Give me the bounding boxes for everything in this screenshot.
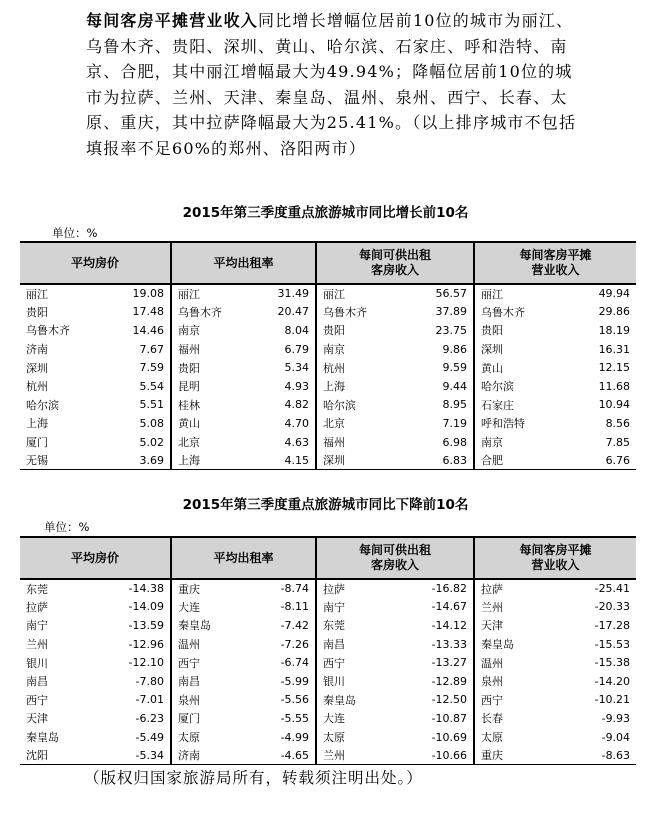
value-cell: -8.63: [578, 746, 636, 765]
city-cell: 天津: [474, 616, 578, 635]
table-row: [20, 653, 636, 672]
header-avg-occupancy: 平均出租率: [171, 537, 316, 579]
city-cell: 南京: [474, 433, 578, 452]
value-cell: -8.74: [280, 582, 310, 596]
value-cell: -9.93: [601, 711, 631, 725]
city-cell: 乌鲁木齐: [171, 303, 261, 322]
city-cell: 丽江: [26, 287, 48, 301]
value-cell: 7.19: [442, 416, 468, 430]
city-cell: 无锡: [20, 451, 118, 470]
city-cell: 重庆: [474, 746, 578, 765]
table-row: [20, 433, 636, 452]
value-cell: 4.63: [284, 435, 310, 449]
value-cell: -12.89: [431, 674, 468, 688]
city-cell: 丽江: [316, 284, 418, 303]
value-cell: 5.02: [139, 435, 165, 449]
city-cell: 太原: [316, 728, 418, 747]
city-cell: 太原: [171, 728, 261, 747]
city-cell: 昆明: [171, 377, 261, 396]
table-row: [20, 451, 636, 470]
value-cell: -7.26: [280, 637, 310, 651]
value-cell: 29.86: [598, 305, 631, 319]
value-cell: 7.59: [139, 361, 165, 375]
value-cell: -8.11: [280, 600, 310, 614]
value-cell: -15.38: [594, 656, 631, 670]
city-cell: 贵阳: [316, 321, 418, 340]
value-cell: 17.48: [132, 305, 165, 319]
city-cell: 兰州: [26, 638, 48, 652]
city-cell: 温州: [474, 653, 578, 672]
value-cell: 4.15: [261, 451, 316, 470]
value-cell: 6.79: [284, 342, 310, 356]
value-cell: -13.59: [128, 618, 165, 632]
header-avg-room-price: 平均房价: [20, 537, 171, 579]
table-row: [20, 321, 636, 340]
city-cell: 温州: [171, 635, 261, 654]
value-cell: 6.98: [442, 435, 468, 449]
table-row: [20, 691, 636, 710]
header-revenue-per-room: 每间客房平摊 营业收入: [474, 242, 636, 284]
city-cell: 银川: [316, 672, 418, 691]
value-cell: -6.23: [135, 711, 165, 725]
city-cell: 深圳: [316, 451, 418, 470]
intro-text: 同比增长增幅位居前10位的城市为丽江、乌鲁木齐、贵阳、深圳、黄山、哈尔滨、石家庄、呼和浩特、南京、合肥，其中丽江增幅最大为49.94%；降幅位居前10位的城市为拉萨、兰州、天津、秦皇岛、温州、泉州、西宁、长春、太原、重庆，其中拉萨降幅最大为25.41%。（以上排序城市不包括填报率不足60%的郑州、洛阳两市）: [86, 11, 577, 158]
city-cell: 福州: [316, 433, 418, 452]
city-cell: 杭州: [316, 358, 418, 377]
city-cell: 杭州: [26, 380, 48, 394]
value-cell: -4.99: [280, 730, 310, 744]
value-cell: -7.01: [135, 693, 165, 707]
city-cell: 合肥: [474, 451, 578, 470]
city-cell: 西宁: [474, 691, 578, 710]
value-cell: 6.83: [418, 451, 474, 470]
value-cell: 49.94: [598, 287, 631, 301]
city-cell: 上海: [316, 377, 418, 396]
city-cell: 秦皇岛: [316, 691, 418, 710]
value-cell: 7.85: [605, 435, 631, 449]
header-avg-occupancy: 平均出租率: [171, 242, 316, 284]
value-cell: -16.82: [431, 582, 468, 596]
intro-paragraph: [86, 8, 578, 161]
table-row: [20, 340, 636, 359]
copyright-note: （版权归国家旅游局所有，转载须注明出处。）: [84, 769, 423, 787]
value-cell: -10.87: [431, 711, 468, 725]
value-cell: 5.54: [139, 379, 165, 393]
city-cell: 济南: [171, 746, 261, 765]
city-cell: 黄山: [171, 414, 261, 433]
city-cell: 乌鲁木齐: [474, 303, 578, 322]
value-cell: 3.69: [118, 451, 171, 470]
value-cell: 12.15: [598, 361, 631, 375]
value-cell: 7.67: [139, 342, 165, 356]
city-cell: 北京: [171, 433, 261, 452]
value-cell: 5.34: [284, 361, 310, 375]
value-cell: 9.59: [442, 361, 468, 375]
table1-unit: 单位：%: [52, 226, 98, 240]
city-cell: 秦皇岛: [171, 616, 261, 635]
header-avg-room-price: 平均房价: [20, 242, 171, 284]
value-cell: 37.89: [435, 305, 468, 319]
city-cell: 南宁: [26, 619, 48, 633]
value-cell: -14.09: [128, 600, 165, 614]
value-cell: -10.21: [594, 693, 631, 707]
table-row: [20, 616, 636, 635]
city-cell: 泉州: [474, 672, 578, 691]
city-cell: 沈阳: [20, 746, 118, 765]
value-cell: -14.20: [594, 674, 631, 688]
value-cell: 19.08: [132, 287, 165, 301]
city-cell: 厦门: [171, 709, 261, 728]
table-row: [20, 728, 636, 747]
city-cell: 贵阳: [171, 358, 261, 377]
city-cell: 秦皇岛: [26, 731, 59, 745]
value-cell: -4.65: [261, 746, 316, 765]
table-row: [20, 746, 636, 765]
value-cell: -14.67: [431, 600, 468, 614]
city-cell: 南宁: [316, 598, 418, 617]
header-revpar: 每间可供出租 客房收入: [316, 537, 474, 579]
city-cell: 深圳: [474, 340, 578, 359]
city-cell: 乌鲁木齐: [316, 303, 418, 322]
value-cell: -25.41: [594, 582, 631, 596]
city-cell: 南昌: [316, 635, 418, 654]
value-cell: -5.99: [280, 674, 310, 688]
city-cell: 重庆: [171, 579, 261, 598]
city-cell: 贵阳: [474, 321, 578, 340]
city-cell: 拉萨: [474, 579, 578, 598]
value-cell: 23.75: [435, 323, 468, 337]
table1-title: 2015年第三季度重点旅游城市同比增长前10名: [182, 205, 469, 221]
city-cell: 天津: [26, 712, 48, 726]
city-cell: 南昌: [26, 675, 48, 689]
city-cell: 丽江: [171, 284, 261, 303]
city-cell: 上海: [26, 417, 48, 431]
value-cell: 4.82: [284, 398, 310, 412]
value-cell: -6.74: [280, 656, 310, 670]
value-cell: 14.46: [132, 323, 165, 337]
value-cell: -20.33: [594, 600, 631, 614]
value-cell: -17.28: [594, 618, 631, 632]
table-header-row: [20, 242, 636, 284]
city-cell: 丽江: [474, 284, 578, 303]
city-cell: 福州: [171, 340, 261, 359]
table-header-row: [20, 537, 636, 579]
city-cell: 大连: [316, 709, 418, 728]
value-cell: 6.76: [578, 451, 636, 470]
city-cell: 太原: [474, 728, 578, 747]
value-cell: 9.44: [442, 379, 468, 393]
table-row: [20, 672, 636, 691]
city-cell: 哈尔滨: [316, 396, 418, 415]
city-cell: 兰州: [474, 598, 578, 617]
value-cell: 4.70: [284, 416, 310, 430]
value-cell: 9.86: [442, 342, 468, 356]
city-cell: 南京: [171, 321, 261, 340]
city-cell: 哈尔滨: [26, 398, 59, 412]
value-cell: -14.12: [431, 618, 468, 632]
city-cell: 上海: [171, 451, 261, 470]
table-row: [20, 579, 636, 598]
value-cell: 16.31: [598, 342, 631, 356]
increase-table: [20, 241, 636, 470]
table-row: [20, 358, 636, 377]
header-revpar: 每间可供出租 客房收入: [316, 242, 474, 284]
value-cell: -12.10: [128, 656, 165, 670]
value-cell: -7.42: [280, 618, 310, 632]
value-cell: 5.51: [139, 398, 165, 412]
value-cell: 8.95: [442, 398, 468, 412]
city-cell: 泉州: [171, 691, 261, 710]
city-cell: 厦门: [26, 436, 48, 450]
value-cell: -5.56: [280, 693, 310, 707]
value-cell: -5.34: [118, 746, 171, 765]
value-cell: -9.04: [601, 730, 631, 744]
value-cell: 10.94: [598, 398, 631, 412]
value-cell: 31.49: [277, 287, 310, 301]
city-cell: 济南: [26, 343, 48, 357]
city-cell: 南昌: [171, 672, 261, 691]
table2-title: 2015年第三季度重点旅游城市同比下降前10名: [182, 497, 469, 513]
city-cell: 东莞: [316, 616, 418, 635]
city-cell: 西宁: [26, 693, 48, 707]
value-cell: -5.55: [280, 711, 310, 725]
table-row: [20, 414, 636, 433]
city-cell: 拉萨: [26, 600, 48, 614]
city-cell: 银川: [26, 656, 48, 670]
value-cell: -12.96: [128, 637, 165, 651]
value-cell: -10.66: [418, 746, 474, 765]
city-cell: 长春: [474, 709, 578, 728]
table-row: [20, 396, 636, 415]
value-cell: 5.08: [139, 416, 165, 430]
city-cell: 东莞: [26, 582, 48, 596]
value-cell: -14.38: [128, 582, 165, 596]
value-cell: -7.80: [135, 674, 165, 688]
value-cell: 8.56: [605, 416, 631, 430]
city-cell: 桂林: [171, 396, 261, 415]
city-cell: 贵阳: [26, 305, 48, 319]
city-cell: 西宁: [171, 653, 261, 672]
city-cell: 乌鲁木齐: [26, 324, 70, 338]
value-cell: 11.68: [598, 379, 631, 393]
city-cell: 北京: [316, 414, 418, 433]
city-cell: 深圳: [26, 361, 48, 375]
value-cell: 56.57: [435, 287, 468, 301]
value-cell: 18.19: [598, 323, 631, 337]
table-row: [20, 709, 636, 728]
value-cell: -13.33: [431, 637, 468, 651]
table-row: [20, 303, 636, 322]
city-cell: 石家庄: [474, 396, 578, 415]
city-cell: 拉萨: [316, 579, 418, 598]
table-row: [20, 284, 636, 303]
value-cell: 8.04: [284, 323, 310, 337]
city-cell: 兰州: [316, 746, 418, 765]
value-cell: -10.69: [431, 730, 468, 744]
value-cell: -5.49: [135, 730, 165, 744]
value-cell: -13.27: [431, 656, 468, 670]
city-cell: 黄山: [474, 358, 578, 377]
table2-unit: 单位：%: [44, 520, 90, 534]
city-cell: 呼和浩特: [474, 414, 578, 433]
value-cell: -15.53: [594, 637, 631, 651]
table-row: [20, 635, 636, 654]
table-row: [20, 377, 636, 396]
city-cell: 哈尔滨: [474, 377, 578, 396]
value-cell: -12.50: [431, 693, 468, 707]
city-cell: 秦皇岛: [474, 635, 578, 654]
city-cell: 西宁: [316, 653, 418, 672]
intro-lead: 每间客房平摊营业收入: [86, 11, 259, 30]
value-cell: 20.47: [277, 305, 310, 319]
value-cell: 4.93: [284, 379, 310, 393]
table-row: [20, 598, 636, 617]
decrease-table: [20, 536, 636, 765]
header-revenue-per-room: 每间客房平摊 营业收入: [474, 537, 636, 579]
city-cell: 南京: [316, 340, 418, 359]
city-cell: 大连: [171, 598, 261, 617]
